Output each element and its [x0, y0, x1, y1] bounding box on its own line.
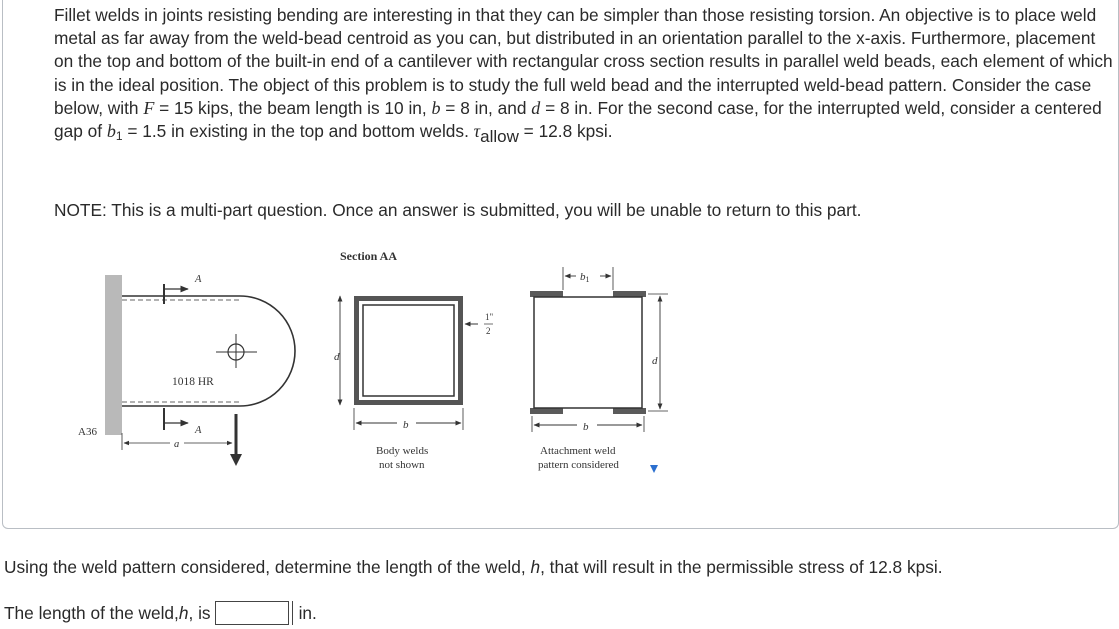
multi-part-note: NOTE: This is a multi-part question. Once an answer is submitted, you will be unable to return to this part.	[54, 200, 862, 220]
question-text-end: , that will result in the permissible stress of 12.8 kpsi.	[540, 557, 943, 577]
answer-row	[4, 601, 317, 625]
dim-b1-subscript: 1	[585, 275, 590, 284]
weld-bead-bottom-left	[530, 408, 563, 414]
section-caption-line2: not shown	[379, 459, 425, 471]
tau-subscript: allow	[480, 127, 519, 147]
question-prompt	[4, 557, 943, 578]
section-label-top: A	[195, 274, 202, 285]
problem-intro: Fillet welds in joints resisting bending are interesting in that they can be simpler than those resisting torsion. An objective is to place weld metal as far away from the weld-bead centroid as you can, but distributed in an orientation parallel to the x-axis. Furthermore, placement on the top and bottom of the built-in end of a cantilever with rectangular cross section results in parallel weld beads, each element of which is in the ideal position. The object of this problem is to study the full weld bead and the interrupted weld-bead pattern. Consider the case below, with	[54, 5, 1113, 118]
force-symbol: F	[143, 97, 155, 118]
dim-b1-label	[580, 271, 590, 284]
support-wall	[105, 275, 122, 435]
d-value: = 8 in. For the second case, for the interrupted weld, consider a centered gap of	[54, 97, 1102, 142]
section-inner	[363, 305, 454, 396]
load-arrow-head	[230, 454, 242, 466]
attachment-pattern-view	[530, 267, 668, 471]
weld-figure	[72, 240, 692, 480]
weld-size-denominator: 2	[486, 326, 491, 336]
b1-symbol: b	[106, 121, 116, 142]
section-dim-d-label: d	[334, 351, 340, 363]
section-dim-b-label: b	[403, 419, 409, 431]
answer-label-start: The length of the weld,	[4, 602, 179, 623]
b-symbol: b	[431, 97, 441, 118]
d-symbol: d	[531, 97, 541, 118]
tau-symbol: τ	[473, 121, 481, 142]
weld-bead-top-left	[530, 291, 563, 297]
dim-a-label: a	[174, 439, 180, 450]
dim-d-label: d	[652, 355, 658, 367]
b-value: = 8 in, and	[440, 97, 532, 118]
beam-material-label: 1018 HR	[172, 376, 214, 388]
section-aa-title: Section AA	[340, 249, 397, 263]
problem-statement	[54, 4, 1114, 148]
weld-bead-bottom-right	[613, 408, 646, 414]
section-aa-view	[334, 249, 494, 471]
cantilever-view	[78, 274, 295, 466]
b1-subscript: 1	[115, 129, 123, 144]
weld-bead-top-right	[613, 291, 646, 297]
section-label-bottom: A	[195, 425, 202, 436]
question-h-symbol: h	[530, 557, 541, 577]
question-text-start: Using the weld pattern considered, determine the length of the weld,	[4, 557, 531, 577]
section-caption-line1: Body welds	[376, 445, 429, 457]
pattern-caption-line1: Attachment weld	[540, 445, 616, 457]
pilcrow-marker-icon	[650, 465, 658, 473]
attachment-body	[534, 297, 642, 408]
tau-value: = 12.8 kpsi.	[518, 121, 613, 142]
force-value: = 15 kips, the beam length is 10 in,	[154, 97, 432, 118]
dim-b-label: b	[583, 421, 589, 433]
answer-label-end: , is	[188, 602, 211, 623]
unit-separator	[292, 601, 293, 625]
weld-size-numerator: 1"	[485, 312, 494, 322]
pattern-caption-line2: pattern considered	[538, 459, 619, 471]
support-material-label: A36	[78, 426, 97, 438]
beam-outline	[122, 296, 295, 406]
answer-h-symbol: h	[178, 602, 189, 623]
b1-value: = 1.5 in existing in the top and bottom welds.	[122, 121, 474, 142]
weld-figure-svg	[72, 240, 692, 480]
dim-b1-symbol: b	[580, 271, 586, 283]
answer-unit: in.	[298, 602, 317, 623]
weld-length-input[interactable]	[215, 601, 289, 625]
